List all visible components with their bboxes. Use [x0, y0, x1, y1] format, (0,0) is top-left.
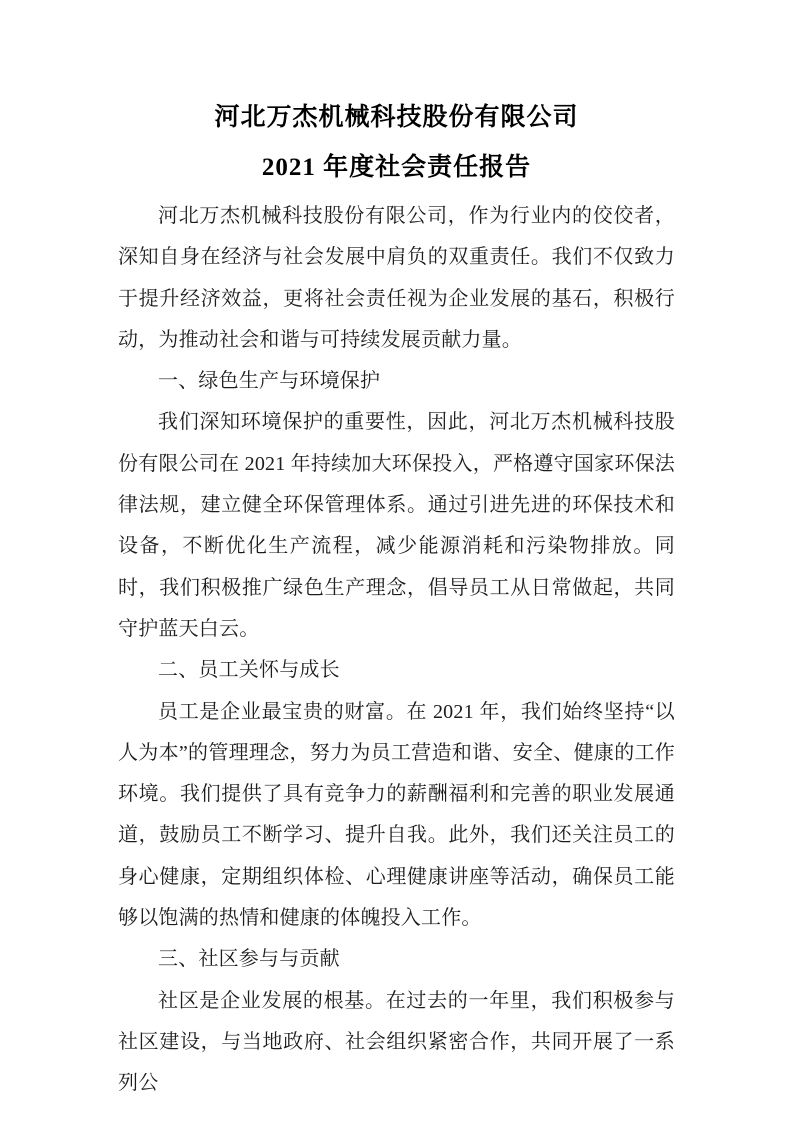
- paragraph-section-2: 员工是企业最宝贵的财富。在 2021 年，我们始终坚持“以人为本”的管理理念，努力为员工营造和谐、安全、健康的工作环境。我们提供了具有竞争力的薪酬福利和完善的职业发展通道，鼓励员工不断学习、提升自我。此外，我们还关注员工的身心健康，定期组织体检、心理健康讲座等活动，确保员工能够以饱满的热情和健康的体魄投入工作。: [118, 700, 675, 930]
- section-heading-3: 三、社区参与与贡献: [158, 948, 340, 971]
- section-heading-2: 二、员工关怀与成长: [158, 659, 340, 682]
- section-heading-1: 一、绿色生产与环境保护: [158, 370, 381, 393]
- paragraph-section-1: 我们深知环境保护的重要性，因此，河北万杰机械科技股份有限公司在 2021 年持续加大环保投入，严格遵守国家环保法律法规，建立健全环保管理体系。通过引进先进的环保技术和设备，不断优化生产流程，减少能源消耗和污染物排放。同时，我们积极推广绿色生产理念，倡导员工从日常做起，共同守护蓝天白云。: [118, 411, 675, 640]
- paragraph-section-3: 社区是企业发展的根基。在过去的一年里，我们积极参与社区建设，与当地政府、社会组织紧密合作，共同开展了一系列公: [118, 989, 675, 1095]
- document-title-line1: 河北万杰机械科技股份有限公司: [214, 104, 579, 131]
- document-body: [118, 196, 675, 1105]
- paragraph-intro: 河北万杰机械科技股份有限公司，作为行业内的佼佼者，深知自身在经济与社会发展中肩负的双重责任。我们不仅致力于提升经济效益，更将社会责任视为企业发展的基石，积极行动，为推动社会和谐与可持续发展贡献力量。: [118, 205, 675, 351]
- document-content: [118, 93, 675, 1105]
- document-title-line2: 2021 年度社会责任报告: [261, 154, 532, 181]
